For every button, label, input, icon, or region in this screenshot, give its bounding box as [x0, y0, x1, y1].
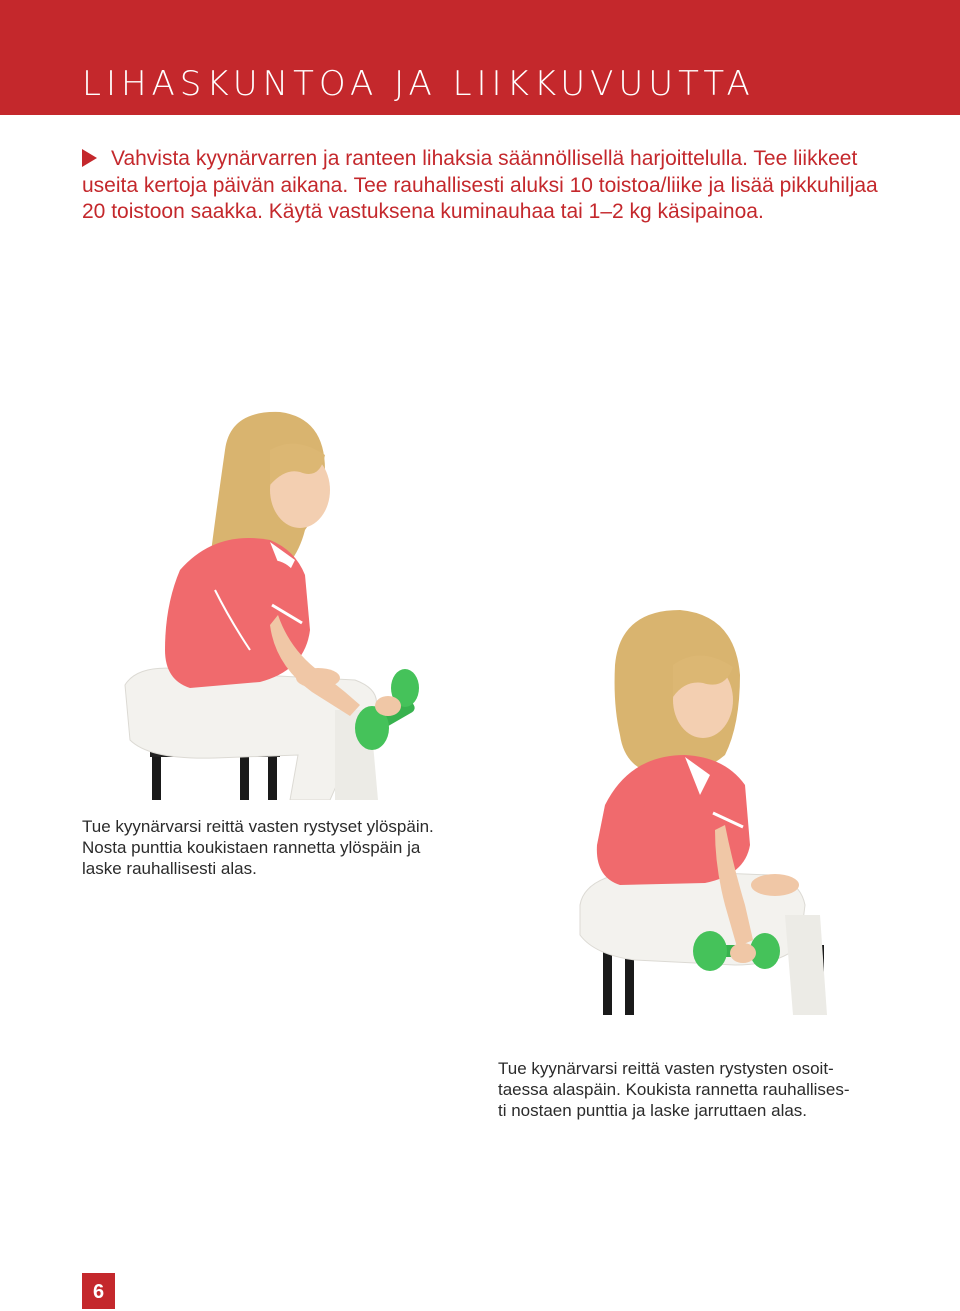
caption-line: laske rauhallisesti alas.	[82, 859, 257, 878]
intro-text: Vahvista kyynärvarren ja ranteen lihaksia säännöllisellä harjoittelulla. Tee liikkeet useita kertoja päivän aikana. Tee rauhallisesti aluksi 10 toistoa/liike ja lisää pikkuhiljaa 20 toistoon saakka. Käytä vastuksena kuminauhaa tai 1–2 kg käsipainoa.	[82, 147, 878, 223]
page-number: 6	[82, 1273, 115, 1309]
page-title: LIHASKUNTOA JA LIIKKUVUUTTA	[82, 64, 755, 104]
caption-line: Tue kyynärvarsi reittä vasten rystysten osoit-	[498, 1059, 834, 1078]
exercise-1-caption	[82, 816, 434, 879]
caption-line: Nosta punttia koukistaen rannetta ylöspäin ja	[82, 838, 421, 857]
bullet-arrow-icon	[82, 149, 97, 167]
caption-line: ti nostaen punttia ja laske jarruttaen alas.	[498, 1101, 808, 1120]
caption-line: Tue kyynärvarsi reittä vasten rystyset ylöspäin.	[82, 817, 434, 836]
header-band	[0, 0, 960, 115]
caption-line: taessa alaspäin. Koukista rannetta rauhallises-	[498, 1080, 850, 1099]
exercise-photo-2	[575, 605, 835, 1015]
exercise-2-caption	[498, 1058, 850, 1121]
exercise-photo-1	[120, 410, 450, 800]
intro-paragraph	[82, 146, 882, 226]
